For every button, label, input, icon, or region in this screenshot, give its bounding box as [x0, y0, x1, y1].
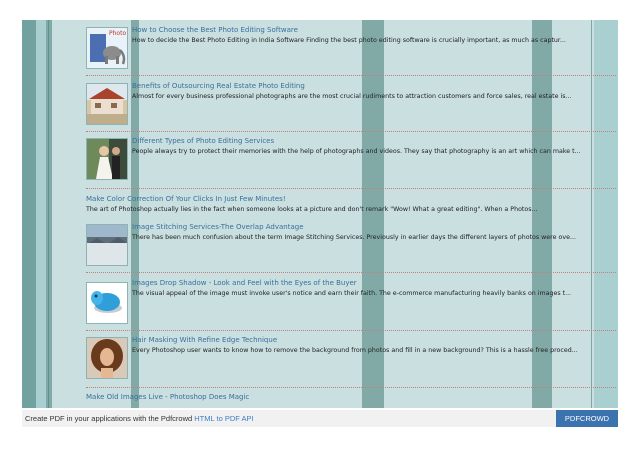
list-item [86, 137, 614, 183]
page-background [22, 20, 618, 408]
article-title[interactable]: How to Choose the Best Photo Editing Software [132, 26, 298, 34]
bride-image[interactable] [86, 138, 128, 180]
article-description: The art of Photoshop actually lies in the fact when someone looks at a picture and don't remark "Wow! What a great editing". When a Photos... [86, 206, 538, 213]
article-title[interactable]: Images Drop Shadow - Look and Feel with the Eyes of the Buyer [132, 279, 357, 287]
list-item [86, 279, 614, 325]
list-item [86, 223, 614, 269]
article-title[interactable]: Make Old Images Live - Photoshop Does Magic [86, 393, 250, 401]
article-list [46, 20, 594, 408]
html-to-pdf-link[interactable]: HTML to PDF API [194, 414, 254, 423]
article-description: Almost for every business professional photographs are the most crucial rudiments to attraction customers and force sales, real estate is... [132, 93, 572, 100]
decorative-stripe [22, 20, 36, 408]
elephant-image[interactable] [86, 27, 128, 69]
pdf-footer [22, 410, 618, 427]
article-description: Every Photoshop user wants to know how to remove the background from photos and fill in a new background? This is a hassle free proced... [132, 347, 578, 354]
article-description: The visual appeal of the image must invoke user's notice and earn their faith. The e-commerce manufacturing heavily banks on images t... [132, 290, 572, 297]
article-title[interactable]: Benefits of Outsourcing Real Estate Photo Editing [132, 82, 305, 90]
article-title[interactable]: Hair Masking With Refine Edge Technique [132, 336, 278, 344]
article-description: How to decide the Best Photo Editing in India Software Finding the best photo editing software is crucially important, as much as captur... [132, 37, 566, 44]
article-title[interactable]: Different Types of Photo Editing Services [132, 137, 275, 145]
separator [86, 188, 616, 189]
article-title[interactable]: Make Color Correction Of Your Clicks In Just Few Minutes! [86, 195, 286, 203]
footer-text: Create PDF in your applications with the Pdfcrowd [25, 414, 193, 423]
separator [86, 330, 616, 331]
woman-hair-image[interactable] [86, 337, 128, 379]
list-item [86, 82, 614, 128]
separator [86, 387, 616, 388]
separator [86, 75, 616, 76]
article-title[interactable]: Image Stitching Services-The Overlap Advantage [132, 223, 304, 231]
list-item [86, 26, 614, 72]
thumb-caption: Photo [109, 30, 127, 37]
list-item [86, 336, 614, 382]
list-item [86, 195, 614, 215]
panorama-image[interactable] [86, 224, 128, 266]
pdfcrowd-button[interactable]: PDFCROWD [556, 410, 618, 427]
house-image[interactable] [86, 83, 128, 125]
decorative-stripe [46, 20, 52, 408]
blue-toy-image[interactable] [86, 282, 128, 324]
separator [86, 131, 616, 132]
article-description: People always try to protect their memories with the help of photographs and videos. They say that photography is an art which can make t... [132, 148, 581, 155]
list-item [86, 393, 614, 405]
article-description: There has been much confusion about the term Image Stitching Services. Previously in earlier days the different layers of photos were ove... [132, 234, 576, 241]
separator [86, 272, 616, 273]
